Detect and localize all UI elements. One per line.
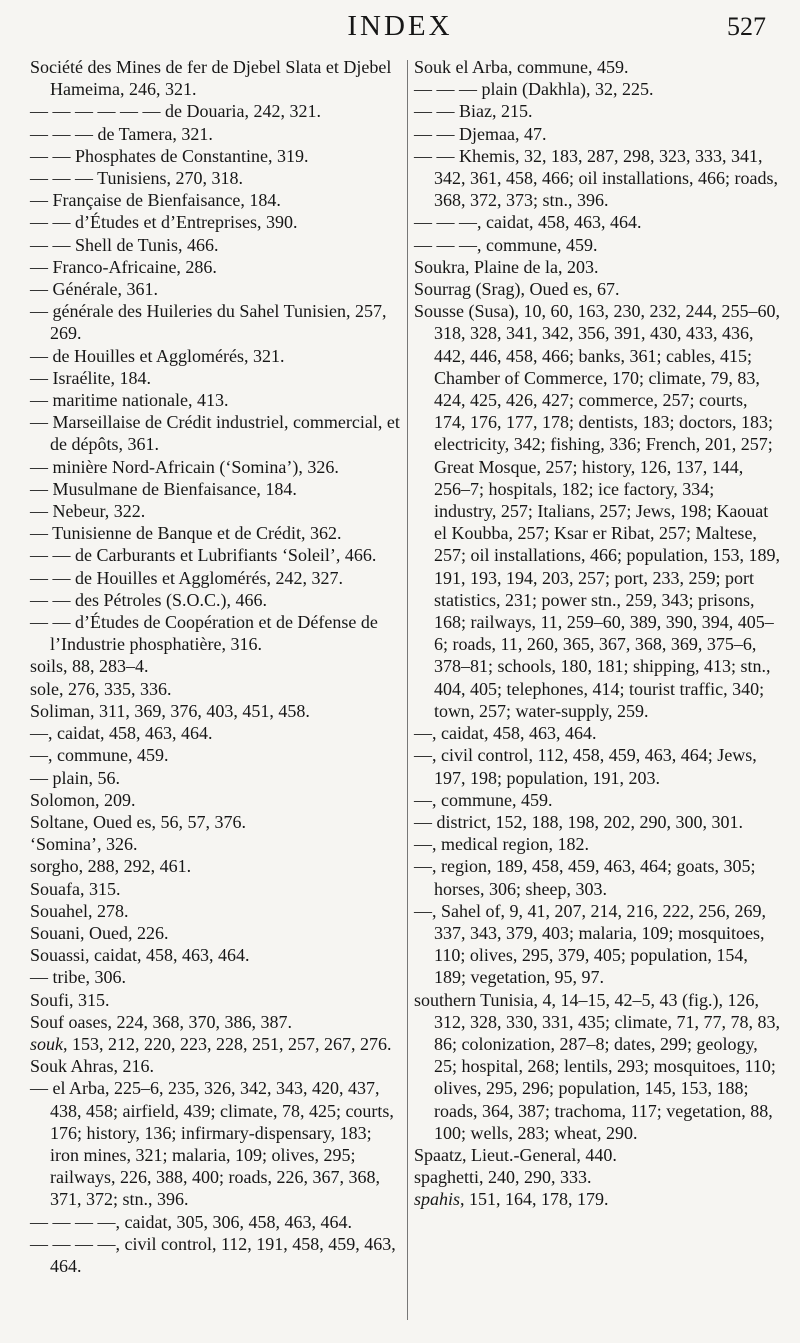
index-entry: — — —, caidat, 458, 463, 464.	[414, 212, 642, 233]
index-entry: Soukra, Plaine de la, 203.	[414, 256, 599, 277]
index-entry: sole, 276, 335, 336.	[30, 678, 172, 699]
index-entry: —, commune, 459.	[30, 745, 169, 766]
index-entry: — maritime nationale, 413.	[30, 390, 229, 411]
index-entry: spahis, 151, 164, 178, 179.	[414, 1189, 609, 1210]
index-entry: Souk el Arba, commune, 459.	[414, 57, 629, 77]
index-entry: — Générale, 361.	[30, 279, 158, 300]
index-entry: souk, 153, 212, 220, 223, 228, 251, 257, 267, 276.	[30, 1033, 392, 1054]
index-entry: — de Houilles et Agglomérés, 321.	[30, 345, 285, 366]
index-entry: — — Khemis, 32, 183, 287, 298, 323, 333, 341, 342, 361, 458, 466; oil installations, 466; roads, 368, 372, 373; stn., 396.	[414, 145, 778, 211]
index-entry: Souafa, 315.	[30, 878, 121, 899]
index-entry: spaghetti, 240, 290, 333.	[414, 1167, 592, 1188]
index-entry: — — des Pétroles (S.O.C.), 466.	[30, 589, 267, 610]
index-entry: — — de Houilles et Agglomérés, 242, 327.	[30, 567, 343, 588]
index-entry: — minière Nord-Africain (‘Somina’), 326.	[30, 456, 339, 477]
index-entry: —, Sahel of, 9, 41, 207, 214, 216, 222, 256, 269, 337, 343, 379, 403; malaria, 109; mosquitoes, 110; olives, 295, 379, 405; population, 154, 189; vegetation, 95, 97.	[414, 900, 766, 988]
index-entry: sorgho, 288, 292, 461.	[30, 856, 192, 877]
index-entry: — — — —, caidat, 305, 306, 458, 463, 464.	[30, 1211, 352, 1232]
index-entry: — Musulmane de Bienfaisance, 184.	[30, 478, 297, 499]
index-entry: — — — de Tamera, 321.	[30, 123, 213, 144]
index-entry: — — — Tunisiens, 270, 318.	[30, 168, 244, 189]
index-column-right	[414, 56, 780, 1211]
index-entry: — — — — — — de Douaria, 242, 321.	[30, 101, 321, 122]
index-entry: Souani, Oued, 226.	[30, 922, 169, 943]
index-entry: —, caidat, 458, 463, 464.	[414, 723, 597, 744]
index-entry: Solomon, 209.	[30, 789, 136, 810]
index-entry: — — Shell de Tunis, 466.	[30, 234, 219, 255]
index-entry: ‘Somina’, 326.	[30, 834, 138, 855]
index-entry: soils, 88, 283–4.	[30, 656, 149, 677]
page-title: INDEX	[347, 10, 453, 42]
index-entry: — — — plain (Dakhla), 32, 225.	[414, 79, 654, 100]
index-entry: Soliman, 311, 369, 376, 403, 451, 458.	[30, 700, 310, 721]
index-entry: — — de Carburants et Lubrifiants ‘Soleil’, 466.	[30, 545, 377, 566]
index-entry: — — —, commune, 459.	[414, 234, 598, 255]
index-entry: —, commune, 459.	[414, 789, 553, 810]
index-entry: Souassi, caidat, 458, 463, 464.	[30, 945, 250, 966]
index-entry: —, civil control, 112, 458, 459, 463, 464; Jews, 197, 198; population, 191, 203.	[414, 745, 757, 788]
index-entry: — — Djemaa, 47.	[414, 123, 547, 144]
index-entry: Soufi, 315.	[30, 989, 110, 1010]
index-entry: Sousse (Susa), 10, 60, 163, 230, 232, 244, 255–60, 318, 328, 341, 342, 356, 391, 430, 433, 436, 442, 446, 458, 466; banks, 361; cables, 415; Chamber of Commerce, 170; climate, 79, 83, 424, 425, 426, 427; commerce, 257; courts, 174, 176, 177, 178; dentists, 183; doctors, 183; electricity, 342; fishing, 336; French, 201, 257; Great Mosque, 257; history, 126, 137, 144, 256–7; hospitals, 182; ice factory, 334; industry, 257; Italians, 257; Jews, 198; Kaouat el Koubba, 257; Ksar er Ribat, 257; Maltese, 257; oil installations, 466; population, 153, 189, 191, 193, 194, 203, 257; port, 233, 259; port statistics, 231; power stn., 259, 343; prisons, 168; railways, 11, 259–60, 389, 390, 394, 405–6; roads, 11, 260, 365, 367, 368, 369, 375–6, 378–81; schools, 180, 181; shipping, 413; stn., 404, 405; telephones, 414; tourist traffic, 340; town, 257; water-supply, 259.	[414, 301, 781, 721]
index-entry: —, caidat, 458, 463, 464.	[30, 723, 213, 744]
index-entry: Souf oases, 224, 368, 370, 386, 387.	[30, 1011, 292, 1032]
index-entry: — Franco-Africaine, 286.	[30, 256, 217, 277]
index-entry: — district, 152, 188, 198, 202, 290, 300, 301.	[414, 811, 743, 832]
index-entry: — Israélite, 184.	[30, 367, 151, 388]
index-entry: Souahel, 278.	[30, 900, 129, 921]
index-entry: Sourrag (Srag), Oued es, 67.	[414, 279, 620, 300]
index-entry: southern Tunisia, 4, 14–15, 42–5, 43 (fig.), 126, 312, 328, 330, 331, 435; climate, 71, 77, 78, 83, 86; colonization, 287–8; dates, 299; geology, 25; hospital, 268; lentils, 293; mosquitoes, 110; olives, 295, 296; population, 145, 153, 188; roads, 364, 387; trachoma, 117; vegetation, 88, 100; wells, 283; wheat, 290.	[414, 989, 780, 1143]
page-header	[0, 10, 800, 54]
index-entry: — — Biaz, 215.	[414, 101, 533, 122]
index-entry: — générale des Huileries du Sahel Tunisien, 257, 269.	[30, 301, 387, 344]
index-entry: — — d’Études de Coopération et de Défense de l’Industrie phosphatière, 316.	[30, 612, 378, 655]
index-entry: Soltane, Oued es, 56, 57, 376.	[30, 811, 246, 832]
index-entry: — tribe, 306.	[30, 967, 126, 988]
index-entry: Société des Mines de fer de Djebel Slata et Djebel Hameima, 246, 321.	[30, 57, 392, 100]
index-entry: Spaatz, Lieut.-General, 440.	[414, 1144, 617, 1165]
index-entry: — — — —, civil control, 112, 191, 458, 459, 463, 464.	[30, 1233, 396, 1276]
index-entry: — Nebeur, 322.	[30, 501, 146, 522]
page-number: 527	[727, 12, 766, 41]
index-entry: — Tunisienne de Banque et de Crédit, 362.	[30, 523, 342, 544]
index-entry: — plain, 56.	[30, 767, 120, 788]
index-entry: — — Phosphates de Constantine, 319.	[30, 145, 309, 166]
index-entry: — Française de Bienfaisance, 184.	[30, 190, 281, 211]
index-entry: — Marseillaise de Crédit industriel, commercial, et de dépôts, 361.	[30, 412, 400, 455]
index-entry: — — d’Études et d’Entreprises, 390.	[30, 212, 298, 233]
index-entry: —, region, 189, 458, 459, 463, 464; goats, 305; horses, 306; sheep, 303.	[414, 856, 756, 899]
column-divider	[407, 60, 408, 1320]
index-column-left	[30, 56, 400, 1277]
index-entry: Souk Ahras, 216.	[30, 1056, 155, 1077]
index-entry: — el Arba, 225–6, 235, 326, 342, 343, 420, 437, 438, 458; airfield, 439; climate, 78, 425; courts, 176; history, 136; infirmary-dispensary, 183; iron mines, 321; malaria, 109; olives, 295; railways, 226, 388, 400; roads, 226, 367, 368, 371, 372; stn., 396.	[30, 1078, 394, 1210]
index-entry: —, medical region, 182.	[414, 834, 589, 855]
